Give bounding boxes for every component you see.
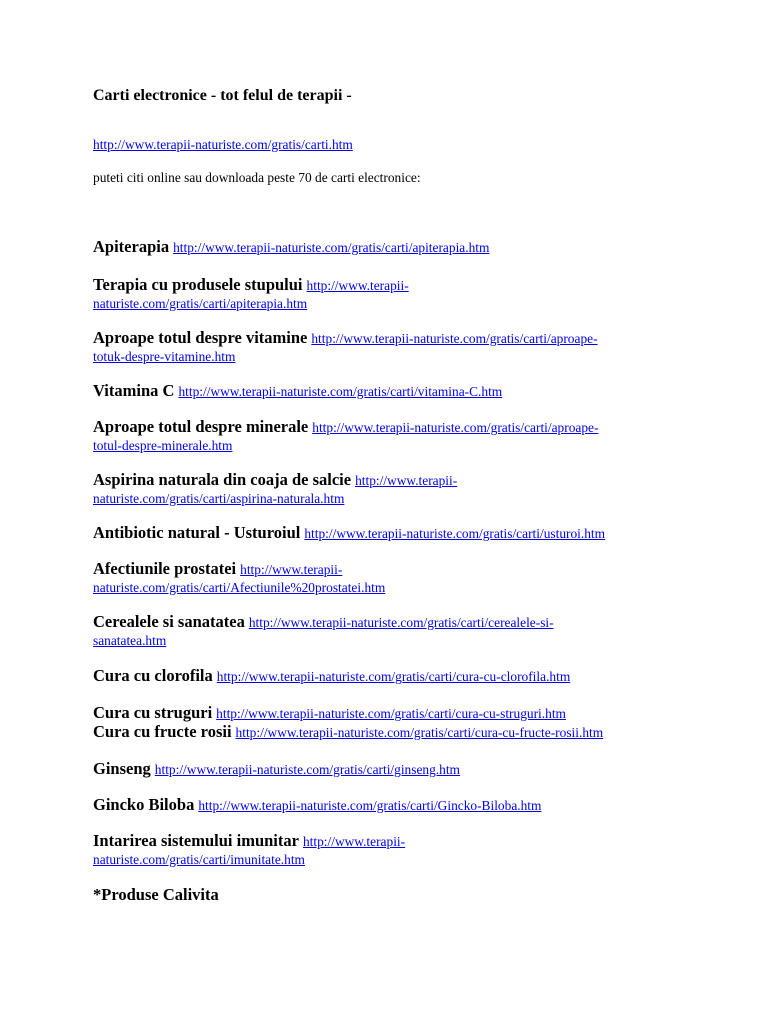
book-link[interactable]: http://www.terapii-naturiste.com/gratis/carti/aproape- bbox=[311, 331, 598, 346]
book-link-continued[interactable]: naturiste.com/gratis/carti/Afectiunile%20prostatei.htm bbox=[93, 580, 386, 595]
book-link[interactable]: http://www.terapii-naturiste.com/gratis/carti/vitamina-C.htm bbox=[178, 384, 503, 399]
book-link-continued[interactable]: naturiste.com/gratis/carti/apiterapia.htm bbox=[93, 296, 308, 311]
book-entry-vitamina-c bbox=[93, 382, 693, 401]
book-link[interactable]: http://www.terapii-naturiste.com/gratis/carti/ginseng.htm bbox=[154, 762, 460, 777]
book-entry-clorofila bbox=[93, 667, 693, 686]
book-link[interactable]: http://www.terapii- bbox=[240, 562, 343, 577]
calivita-products-heading: *Produse Calivita bbox=[93, 885, 219, 904]
book-title: Aproape totul despre vitamine bbox=[93, 328, 308, 347]
book-entry-minerale bbox=[93, 418, 693, 455]
book-title: Cura cu struguri bbox=[93, 703, 213, 722]
book-entry-usturoi bbox=[93, 524, 693, 543]
book-title: Cerealele si sanatatea bbox=[93, 612, 245, 631]
book-entry-apiterapia bbox=[93, 238, 693, 257]
book-entry-fructe-rosii bbox=[93, 723, 693, 742]
book-title: Vitamina C bbox=[93, 381, 175, 400]
book-title: Ginseng bbox=[93, 759, 151, 778]
book-entry-aspirina bbox=[93, 471, 693, 508]
source-link[interactable]: http://www.terapii-naturiste.com/gratis/carti.htm bbox=[93, 137, 353, 152]
book-link-continued[interactable]: totul-despre-minerale.htm bbox=[93, 438, 233, 453]
book-entry-struguri bbox=[93, 704, 693, 723]
book-title: Afectiunile prostatei bbox=[93, 559, 237, 578]
book-title: Cura cu clorofila bbox=[93, 666, 213, 685]
book-link-continued[interactable]: naturiste.com/gratis/carti/aspirina-naturala.htm bbox=[93, 491, 345, 506]
book-link[interactable]: http://www.terapii- bbox=[302, 834, 406, 849]
book-link[interactable]: http://www.terapii-naturiste.com/gratis/carti/usturoi.htm bbox=[304, 526, 606, 541]
book-link[interactable]: http://www.terapii-naturiste.com/gratis/carti/cura-cu-fructe-rosii.htm bbox=[235, 725, 604, 740]
book-entry-gincko-biloba bbox=[93, 796, 693, 815]
book-entry-ginseng bbox=[93, 760, 693, 779]
book-link-continued[interactable]: totuk-despre-vitamine.htm bbox=[93, 349, 236, 364]
book-link[interactable]: http://www.terapii- bbox=[306, 278, 409, 293]
book-entry-terapia-stupului bbox=[93, 276, 693, 313]
book-entry-vitamine bbox=[93, 329, 693, 366]
book-title: Antibiotic natural - Usturoiul bbox=[93, 523, 301, 542]
book-title: Cura cu fructe rosii bbox=[93, 722, 232, 741]
book-title: Gincko Biloba bbox=[93, 795, 195, 814]
book-entry-cereale bbox=[93, 613, 693, 650]
book-title: Intarirea sistemului imunitar bbox=[93, 831, 299, 850]
book-link[interactable]: http://www.terapii-naturiste.com/gratis/carti/aproape- bbox=[312, 420, 599, 435]
book-link[interactable]: http://www.terapii-naturiste.com/gratis/carti/apiterapia.htm bbox=[173, 240, 490, 255]
book-link-continued[interactable]: naturiste.com/gratis/carti/imunitate.htm bbox=[93, 852, 305, 867]
book-link[interactable]: http://www.terapii-naturiste.com/gratis/carti/cerealele-si- bbox=[248, 615, 554, 630]
book-title: Apiterapia bbox=[93, 237, 170, 256]
book-list bbox=[93, 0, 693, 1024]
book-entry-imunitate bbox=[93, 832, 693, 869]
book-link[interactable]: http://www.terapii- bbox=[355, 473, 458, 488]
book-link[interactable]: http://www.terapii-naturiste.com/gratis/carti/Gincko-Biloba.htm bbox=[198, 798, 542, 813]
book-entry-prostata bbox=[93, 560, 693, 597]
intro-text: puteti citi online sau downloada peste 70 de carti electronice: bbox=[93, 170, 421, 185]
book-link-continued[interactable]: sanatatea.htm bbox=[93, 633, 167, 648]
book-title: Aproape totul despre minerale bbox=[93, 417, 309, 436]
document-title: Carti electronice - tot felul de terapii - bbox=[93, 87, 352, 104]
book-link[interactable]: http://www.terapii-naturiste.com/gratis/carti/cura-cu-struguri.htm bbox=[216, 706, 566, 721]
book-link[interactable]: http://www.terapii-naturiste.com/gratis/carti/cura-cu-clorofila.htm bbox=[216, 669, 571, 684]
book-title: Terapia cu produsele stupului bbox=[93, 275, 303, 294]
book-title: Aspirina naturala din coaja de salcie bbox=[93, 470, 352, 489]
